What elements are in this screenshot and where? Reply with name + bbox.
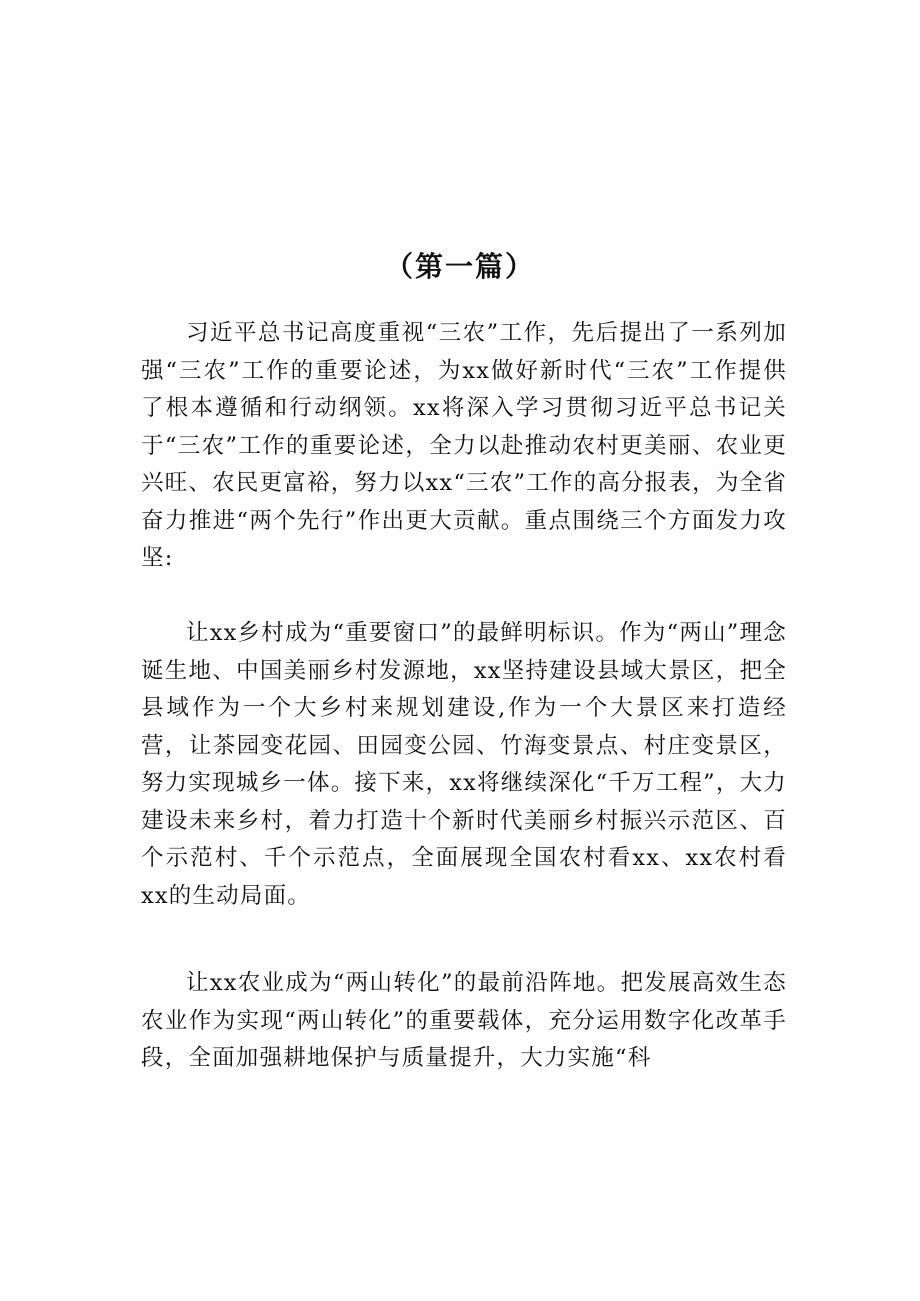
- paragraph-text: 让xx农业成为“两山转化”的最前沿阵地。把发展高效生态农业作为实现“两山转化”的重要载体，充分运用数字化改革手段，全面加强耕地保护与质量提升，大力实施“科: [141, 970, 787, 1071]
- paragraph-rural-villages: [141, 615, 787, 915]
- section-title: （第一篇）: [384, 250, 535, 283]
- paragraph-intro: [141, 315, 787, 578]
- paragraph-agriculture: [141, 965, 787, 1078]
- paragraph-text: 让xx乡村成为“重要窗口”的最鲜明标识。作为“两山”理念诞生地、中国美丽乡村发源地，xx坚持建设县域大景区，把全县域作为一个大乡村来规划建设,作为一个大景区来打造经营，让茶园变花园、田园变公园、竹海变景点、村庄变景区，努力实现城乡一体。接下来，xx将继续深化“千万工程”，大力建设未来乡村，着力打造十个新时代美丽乡村振兴示范区、百个示范村、千个示范点，全面展现全国农村看xx、xx农村看xx的生动局面。: [141, 620, 787, 909]
- paragraph-text: 习近平总书记高度重视“三农”工作，先后提出了一系列加强“三农”工作的重要论述，为xx做好新时代“三农”工作提供了根本遵循和行动纲领。xx将深入学习贯彻习近平总书记关于“三农”工作的重要论述，全力以赴推动农村更美丽、农业更兴旺、农民更富裕，努力以xx“三农”工作的高分报表，为全省奋力推进“两个先行”作出更大贡献。重点围绕三个方面发力攻坚:: [141, 320, 787, 571]
